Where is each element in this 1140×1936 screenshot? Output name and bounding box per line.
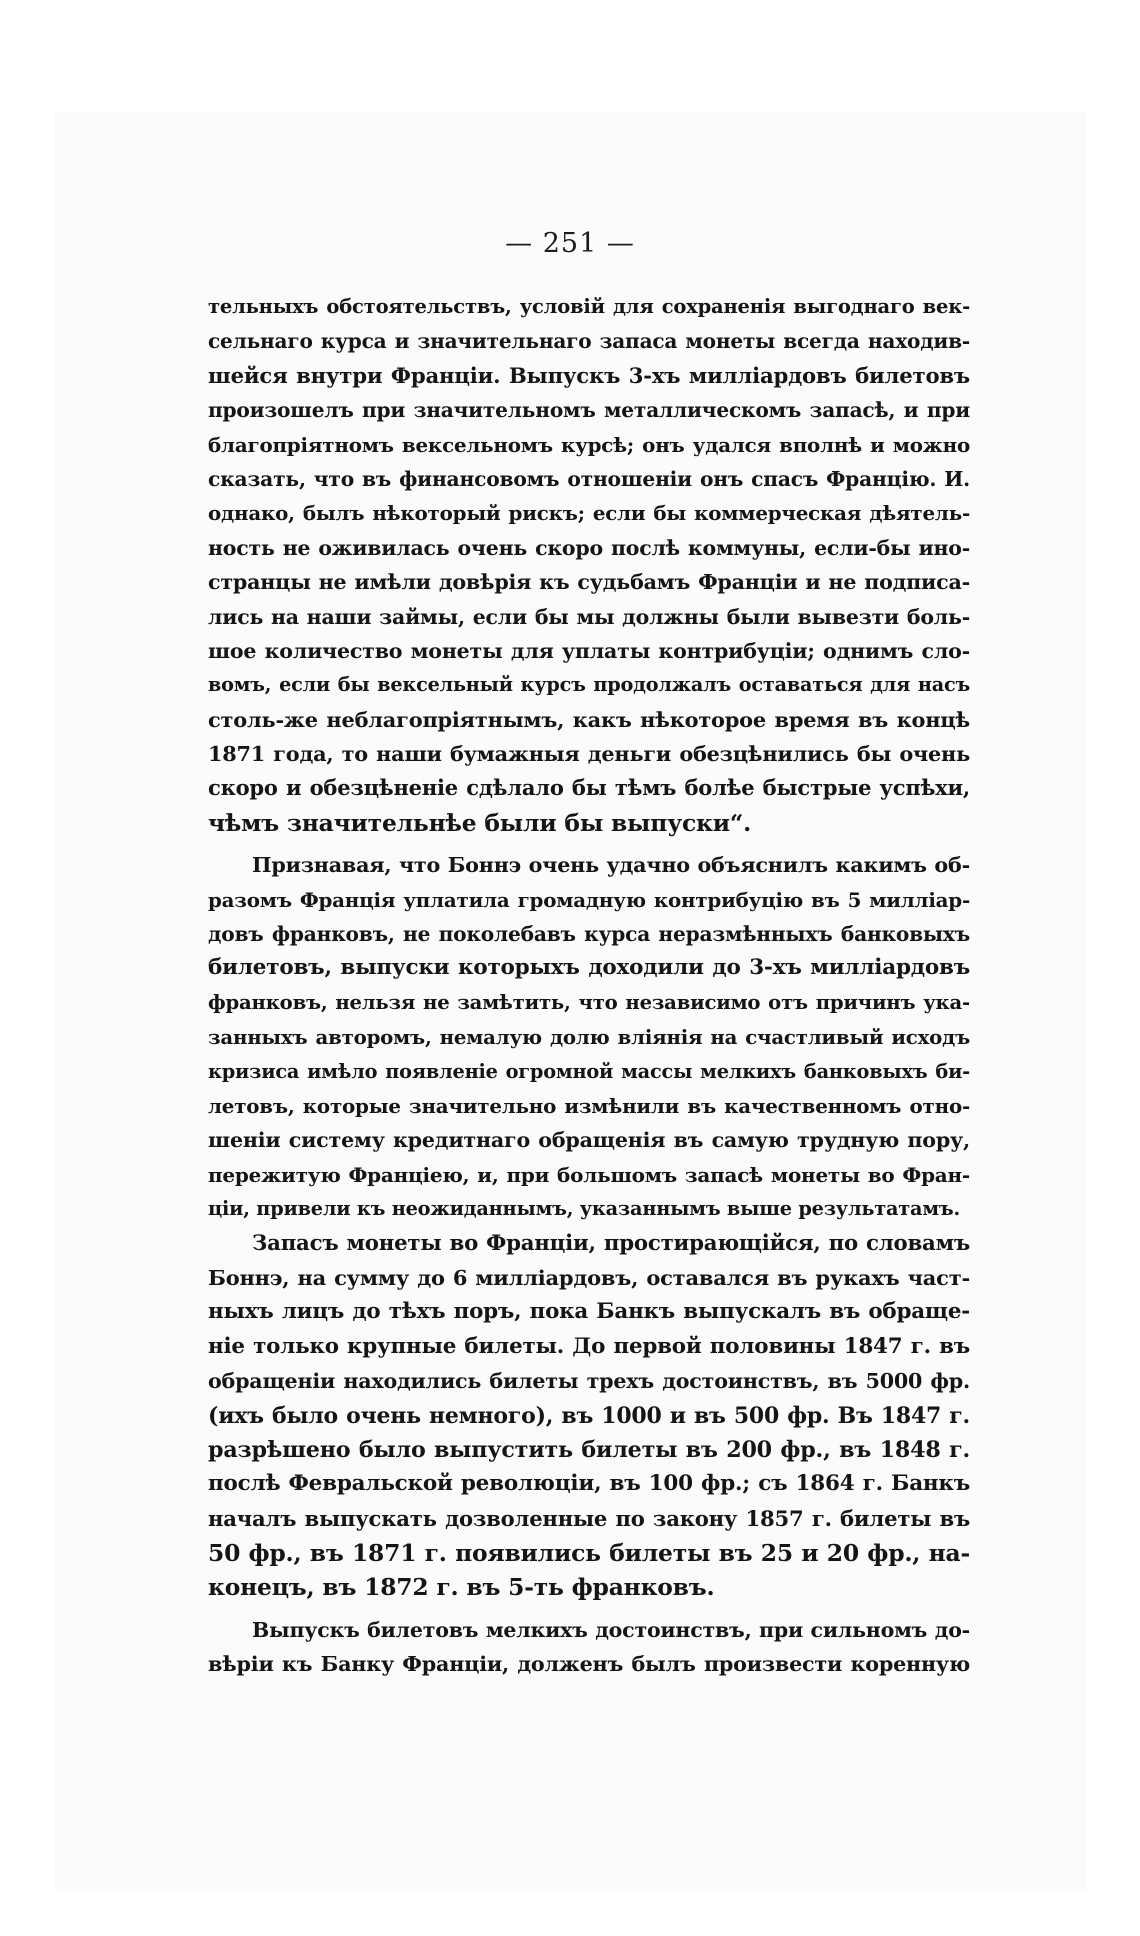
text-line: конецъ, въ 1872 г. въ 5-ть франковъ. — [208, 1573, 715, 1602]
text-line: разомъ Франція уплатила громадную контрибуцію въ 5 милліар- — [208, 887, 970, 912]
text-line: вѣріи къ Банку Франціи, долженъ былъ произвести коренную — [208, 1652, 970, 1677]
text-line: чѣмъ значительнѣе были бы выпуски“. — [208, 808, 752, 837]
text-line: 1871 года, то наши бумажныя деньги обезцѣнились бы очень — [208, 741, 970, 767]
text-line: ціи, привели къ неожиданнымъ, указаннымъ выше результатамъ. — [208, 1197, 960, 1221]
text-line: Запасъ монеты во Франціи, простирающійся, по словамъ — [252, 1230, 970, 1256]
text-line: разрѣшено было выпустить билеты въ 200 фр., въ 1848 г. — [208, 1436, 970, 1463]
paragraph-4 — [208, 1613, 970, 1682]
text-line: шеніи систему кредитнаго обращенія въ самую трудную пору, — [208, 1128, 970, 1153]
text-line: Выпускъ билетовъ мелкихъ достоинствъ, при сильномъ до- — [252, 1617, 970, 1642]
text-line: благопріятномъ вексельномъ курсѣ; онъ удался вполнѣ и можно — [208, 432, 970, 457]
paragraph-3 — [208, 1227, 970, 1605]
text-line: лись на наши займы, если бы мы должны были вывезти боль- — [208, 604, 970, 629]
text-line: странцы не имѣли довѣрія къ судьбамъ Франціи и не подписа- — [208, 570, 970, 595]
text-line: ныхъ лицъ до тѣхъ поръ, пока Банкъ выпускалъ въ обраще- — [208, 1299, 970, 1325]
text-line: сказать, что въ финансовомъ отношеніи онъ спасъ Францію. И. — [208, 466, 970, 491]
text-line: шое количество монеты для уплаты контрибуціи; однимъ сло- — [208, 638, 970, 663]
paragraph-2 — [208, 848, 970, 1226]
text-line: ность не оживилась очень скоро послѣ коммуны, если-бы ино- — [208, 535, 970, 560]
text-line: ніе только крупные билеты. До первой половины 1847 г. въ — [208, 1333, 970, 1359]
text-line: занныхъ авторомъ, немалую долю вліянія на счастливый исходъ — [208, 1025, 970, 1050]
text-line: однако, былъ нѣкоторый рискъ; если бы коммерческая дѣятель- — [208, 501, 970, 526]
text-line: 50 фр., въ 1871 г. появились билеты въ 25 и 20 фр., на- — [208, 1539, 970, 1568]
text-line: летовъ, которые значительно измѣнили въ качественномъ отно- — [208, 1093, 970, 1118]
text-line: шейся внутри Франціи. Выпускъ 3-хъ милліардовъ билетовъ — [208, 362, 970, 388]
text-line: столь-же неблагопріятнымъ, какъ нѣкоторое время въ концѣ — [208, 706, 970, 732]
text-line: обращеніи находились билеты трехъ достоинствъ, въ 5000 фр. — [208, 1369, 970, 1394]
text-line: франковъ, нельзя не замѣтить, что независимо отъ причинъ ука- — [208, 990, 970, 1014]
text-line: тельныхъ обстоятельствъ, условій для сохраненія выгоднаго век- — [208, 295, 970, 318]
text-line: сельнаго курса и значительнаго запаса монеты всегда находив- — [208, 329, 970, 354]
text-line: скоро и обезцѣненіе сдѣлало бы тѣмъ болѣе быстрые успѣхи, — [208, 775, 970, 801]
text-line: довъ франковъ, не поколебавъ курса неразмѣнныхъ банковыхъ — [208, 922, 970, 947]
text-line: произошелъ при значительномъ металлическомъ запасѣ, и при — [208, 398, 970, 423]
body-text — [208, 290, 970, 1682]
text-line: началъ выпускать дозволенные по закону 1857 г. билеты въ — [208, 1505, 970, 1531]
paragraph-1 — [208, 290, 970, 840]
text-line: билетовъ, выпуски которыхъ доходили до 3-хъ милліардовъ — [208, 955, 970, 981]
text-line: Признавая, что Боннэ очень удачно объяснилъ какимъ об- — [252, 853, 970, 878]
text-line: Боннэ, на сумму до 6 милліардовъ, оставался въ рукахъ част- — [208, 1264, 970, 1290]
text-line: кризиса имѣло появленіе огромной массы мелкихъ банковыхъ би- — [208, 1059, 970, 1083]
text-line: послѣ Февральской революціи, въ 100 фр.; съ 1864 г. Банкъ — [208, 1471, 970, 1497]
text-line: пережитую Франціею, и, при большомъ запасѣ монеты во Фран- — [208, 1162, 970, 1187]
page-number: — 251 — — [505, 228, 635, 259]
paragraph-gap — [208, 840, 970, 848]
text-line: (ихъ было очень немного), въ 1000 и въ 500 фр. Въ 1847 г. — [208, 1402, 970, 1429]
paragraph-gap — [208, 1605, 970, 1613]
text-line: вомъ, если бы вексельный курсъ продолжалъ оставаться для насъ — [208, 673, 970, 697]
